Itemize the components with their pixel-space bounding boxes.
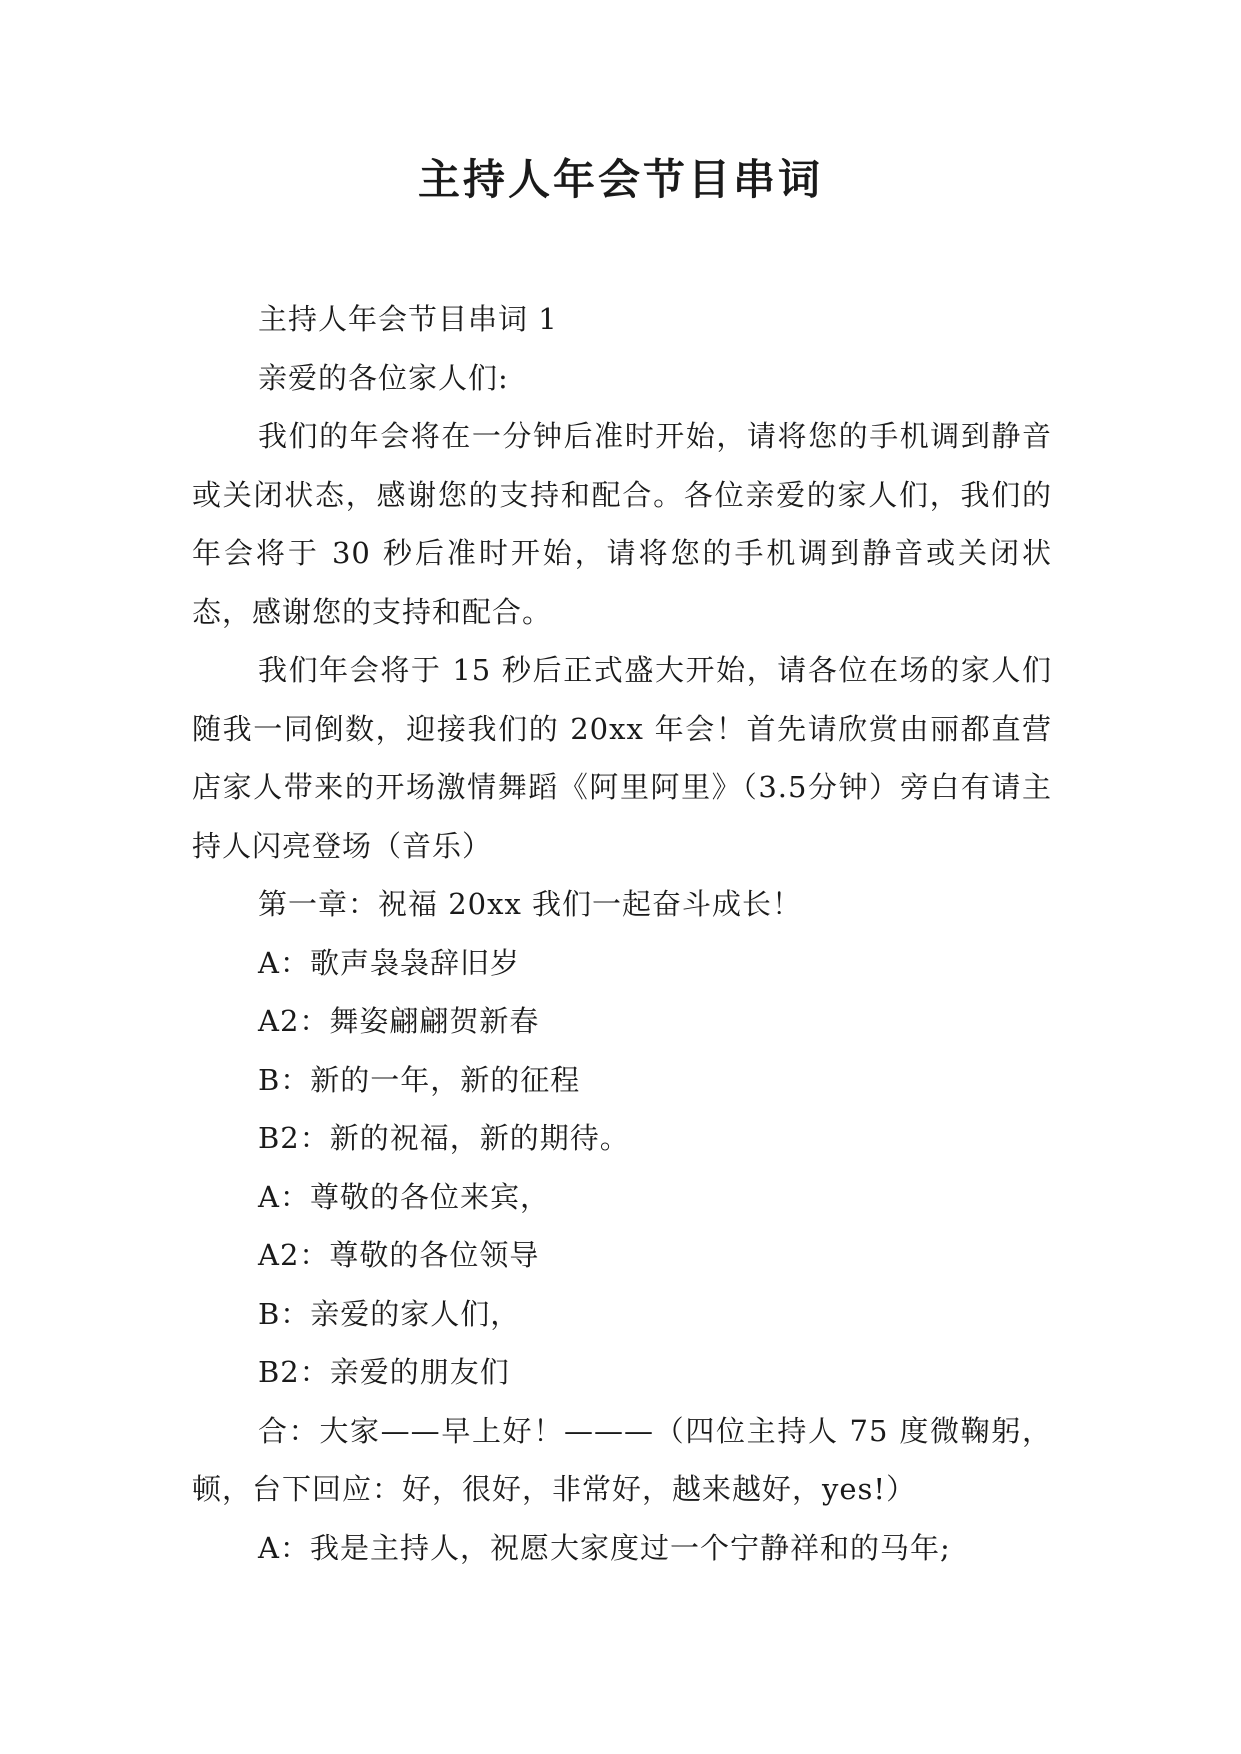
paragraph-line: B：亲爱的家人们，: [258, 1296, 521, 1331]
paragraph-line: A：我是主持人，祝愿大家度过一个宁静祥和的马年;: [258, 1530, 951, 1565]
paragraph-chapter-one: 第一章：祝福 20xx 我们一起奋斗成长！: [258, 887, 803, 921]
paragraph-chorus: 合：大家——早上好！———（四位主持人 75 度微鞠躬，顿，台下回应：好，很好，非常好，越来越好，yes!）: [192, 1413, 1052, 1506]
paragraph-line: A：尊敬的各位来宾，: [258, 1179, 550, 1214]
paragraph-line: B：新的一年，新的征程: [258, 1062, 581, 1097]
document-title: 主持人年会节目串词: [417, 155, 823, 204]
paragraph-greeting: 亲爱的各位家人们:: [258, 360, 509, 395]
paragraph-heading-1: 主持人年会节目串词 1: [258, 302, 558, 336]
paragraph-line: A2：舞姿翩翩贺新春: [258, 1004, 540, 1038]
paragraph-line: A：歌声袅袅辞旧岁: [258, 945, 520, 980]
paragraph-line: A2：尊敬的各位领导: [258, 1238, 540, 1272]
paragraph-countdown: 我们年会将于 15 秒后正式盛大开始，请各位在场的家人们随我一同倒数，迎接我们的 20xx 年会！首先请欣赏由丽都直营店家人带来的开场激情舞蹈《阿里阿里》（3.5分钟）旁白有请主持人闪亮登场（音乐）: [192, 653, 1052, 863]
paragraph-opening-notice: 我们的年会将在一分钟后准时开始，请将您的手机调到静音或关闭状态，感谢您的支持和配合。各位亲爱的家人们，我们的年会将于 30 秒后准时开始，请将您的手机调到静音或关闭状态，感谢您的支持和配合。: [192, 419, 1052, 629]
paragraph-line: B2：新的祝福，新的期待。: [258, 1121, 630, 1155]
document-body: [192, 290, 1052, 1577]
paragraph-line: B2：亲爱的朋友们: [258, 1355, 510, 1389]
